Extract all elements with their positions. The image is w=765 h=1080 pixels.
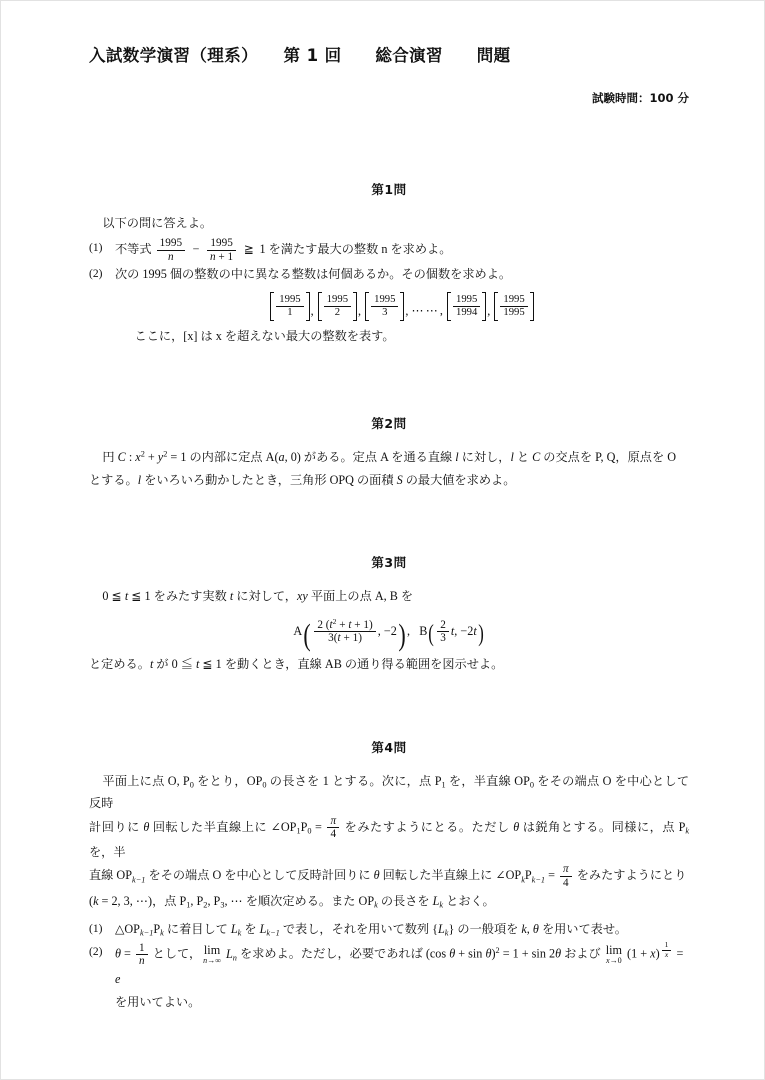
problem-4-line-4: (k = 2, 3, ⋯)，点 $P_1$, $P_2$, $P_3$, ⋯ を順次定める。また $OP_k$ の長さを $L_k$ とおく。 [89,893,495,909]
item-number: (2) [89,268,103,281]
problem-3-line-2: と定める。t が 0 ≦ t ≦ 1 を動くとき，直線 AB の通り得る範囲を図示せよ。 [89,656,504,671]
inequality-formula: $\frac{1995}{n}$ − $\frac{1995}{n + 1}$ ≧ 1 [155,242,269,256]
problem-1-item-1 [89,237,689,263]
spacer [89,106,689,180]
spacer [89,348,689,414]
problem-4-item-2-line-1: θ = $\frac{1}{n}$ として， lim n→∞ $L_n$ を求めよ。ただし，必要であれば (cos θ + sin θ)$^2$ = 1 + sin 2θ および lim x→0 (1 + x) $^{\frac{1}{x}}$ = e [115,940,684,986]
problem-4-item-2 [89,941,689,1014]
problem-1 [89,180,689,348]
problem-1-lead: 以下の問に答えよ。 [102,216,213,231]
item-text: 次の 1995 個の整数の中に異なる整数は何個あるか。その個数を求めよ。 [115,267,512,282]
item-text-after: を満たす最大の整数 n を求めよ。 [268,242,452,257]
exam-time-label: 試験時間：100 分 [591,91,689,106]
item-content [115,941,689,1014]
problem-3 [89,553,689,675]
item-note: ここに，[x] は x を超えない最大の整数を表す。 [134,329,395,344]
item-content [115,237,689,263]
problem-4-line-1: 平面上に点 O, $P_0$ をとり，$OP_0$ の長さを 1 とする。次に，点 $P_1$ を，半直線 $OP_0$ をその端点 O を中心として反時 [89,773,690,811]
page-title: 入試数学演習（理系） 第 1 回 総合演習 問題 [89,46,511,65]
item-number: (1) [89,242,103,254]
problem-3-body [89,585,689,675]
problem-4 [89,738,689,1015]
item-number: (1) [89,923,103,936]
problem-2-line-2: とする。l をいろいろ動かしたとき，三角形 OPQ の面積 S の最大値を求めよ。 [89,472,516,487]
problem-2-line-1: 円 C : $x^2 + y^2 = 1$ の内部に定点 A(a, 0) がある。定点 A を通る直線 l に対し，l と C の交点を P, Q，原点を O [102,449,677,465]
problem-2 [89,414,689,491]
problem-3-line-1: 0 ≦ t ≦ 1 をみたす実数 t に対して，xy 平面上の点 A, B を [102,589,414,604]
problem-3-heading: 第3問 [371,555,407,571]
problem-2-body [89,446,689,491]
page-content [89,45,689,1014]
spacer [89,676,689,738]
item-number: (2) [89,946,103,959]
problem-4-line-2: 計回りに θ 回転した半直線上に $\angle OP_1P_0$ = $\frac{\pi}{4}$ をみたすようにとる。ただし θ は鋭角とする。同様に，点 $P_k$ を，半 [89,814,690,859]
problem-1-heading: 第1問 [371,182,407,198]
problem-1-item-2 [89,263,689,348]
floor-sequence: $\frac{1995}{1}$ , $\frac{1995}{2}$ , $\frac{1995}{3}$ , ⋯⋯, $\frac{1995}{1994}$ , $\frac{1995}{1995}$ [115,292,689,323]
problem-4-line-3: 直線 $OP_{k-1}$ をその端点 O を中心として反時計回りに θ 回転した半直線上に $\angle OP_kP_{k-1}$ = $\frac{\pi}{4}$ をみたすようにとり [89,863,687,890]
item-content [115,263,689,348]
spacer [89,491,689,553]
problem-4-item-2-line-2: を用いてよい。 [115,995,201,1010]
item-text-before: 不等式 [115,242,152,257]
item-content: $\triangle OP_{k-1}P_k$ に着目して $L_k$ を $L_{k-1}$ で表し，それを用いて数列 $\{L_k\}$ の一般項を k, θ を用いて表せ。 [115,922,627,938]
problem-2-heading: 第2問 [371,416,407,432]
problem-4-body [89,770,689,913]
problem-4-item-1 [89,918,689,941]
problem-4-heading: 第4問 [371,739,407,755]
points-equation: A( $\frac{2 (t^2 + t + 1)}{3(t + 1)}$ , −2), B( $\frac{2}{3}$ t, −2t) [293,616,484,653]
